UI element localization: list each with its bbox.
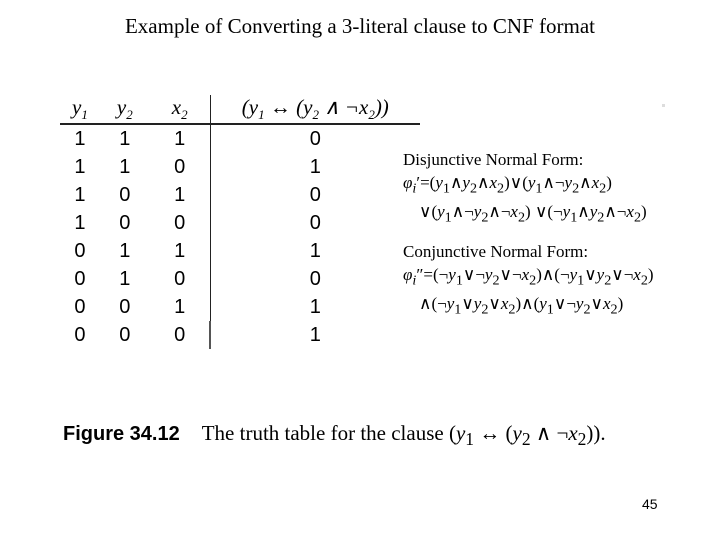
table-cell: 0 bbox=[74, 239, 86, 262]
table-cell: 0 bbox=[119, 323, 131, 346]
table-cell: 0 bbox=[174, 267, 186, 290]
table-cell: 1 bbox=[74, 183, 86, 206]
header-y1: $y_1$ bbox=[60, 95, 100, 124]
table-cell: 1 bbox=[210, 321, 420, 349]
table-cell: 1 bbox=[119, 127, 131, 150]
table-cell: 1 bbox=[174, 183, 186, 206]
slide-title: Example of Converting a 3-literal clause to CNF format bbox=[124, 14, 596, 38]
table-cell: 0 bbox=[74, 295, 86, 318]
table-cell: 0 bbox=[210, 209, 420, 237]
header-y2: $y_2$ bbox=[100, 95, 150, 124]
table-row bbox=[60, 321, 420, 349]
table-cell: 1 bbox=[119, 155, 131, 178]
cnf-label: Conjunctive Normal Form: bbox=[403, 242, 589, 261]
table-cell: 1 bbox=[174, 127, 186, 150]
dnf-line2: $\vee(y_1\wedge\neg y_2\wedge\neg x_2)$ $\vee(\neg y_1\wedge y_2\wedge\neg x_2)$ bbox=[419, 202, 647, 226]
table-cell: 0 bbox=[210, 181, 420, 209]
table-row bbox=[60, 181, 420, 209]
table-cell: 0 bbox=[74, 323, 86, 346]
cnf-line2: $\wedge(\neg y_1\vee y_2\vee x_2)\wedge(y_1\vee\neg y_2\vee x_2)$ bbox=[419, 294, 624, 318]
table-cell: 1 bbox=[174, 239, 186, 262]
figure-caption bbox=[63, 421, 606, 450]
table-cell: 1 bbox=[74, 155, 86, 178]
caption-text: The truth table for the clause ($y_1$ ↔ ($y_2$ ∧ $\neg x_2$)). bbox=[201, 421, 606, 450]
table-cell: 1 bbox=[119, 267, 131, 290]
figure-label: Figure 34.12 bbox=[63, 423, 180, 445]
page-number: 45 bbox=[642, 496, 658, 512]
header-x2: $x_2$ bbox=[150, 95, 210, 124]
table-cell: 1 bbox=[119, 239, 131, 262]
table-cell: 0 bbox=[74, 267, 86, 290]
table-row bbox=[60, 265, 420, 293]
table-body bbox=[60, 124, 420, 349]
table-cell: 1 bbox=[210, 237, 420, 265]
truth-table bbox=[60, 95, 420, 349]
dnf-block bbox=[403, 148, 647, 230]
table-cell: 0 bbox=[174, 211, 186, 234]
table-cell: 0 bbox=[119, 183, 131, 206]
table-row bbox=[60, 124, 420, 153]
table-cell: 0 bbox=[210, 265, 420, 293]
dnf-line1: $\varphi_i'=(y_1\wedge y_2\wedge x_2)\vee(y_1\wedge\neg y_2\wedge x_2)$ bbox=[403, 173, 612, 197]
table-cell: 0 bbox=[119, 295, 131, 318]
truth-table-figure bbox=[60, 95, 420, 355]
table-row bbox=[60, 293, 420, 321]
table-cell: 1 bbox=[74, 127, 86, 150]
table-cell: 0 bbox=[210, 124, 420, 153]
dnf-label: Disjunctive Normal Form: bbox=[403, 150, 584, 169]
column-divider bbox=[209, 321, 211, 349]
table-row bbox=[60, 237, 420, 265]
cnf-line1: $\varphi_i''=(\neg y_1\vee\neg y_2\vee\neg x_2)\wedge(\neg y_1\vee y_2\vee\neg x_2)$ bbox=[403, 265, 654, 289]
cnf-block bbox=[403, 240, 654, 322]
table-cell: 0 bbox=[174, 323, 186, 346]
table-cell: 1 bbox=[174, 295, 186, 318]
table-cell: 0 bbox=[119, 211, 131, 234]
table-cell: 1 bbox=[210, 293, 420, 321]
table-header-row bbox=[60, 95, 420, 124]
table-cell: 0 bbox=[174, 155, 186, 178]
table-cell: 1 bbox=[74, 211, 86, 234]
table-cell: 1 bbox=[210, 153, 420, 181]
table-row bbox=[60, 209, 420, 237]
speck bbox=[662, 104, 665, 107]
table-row bbox=[60, 153, 420, 181]
header-clause: ($y_1$ ↔ ($y_2$ ∧ $\neg x_2$)) bbox=[210, 95, 420, 124]
